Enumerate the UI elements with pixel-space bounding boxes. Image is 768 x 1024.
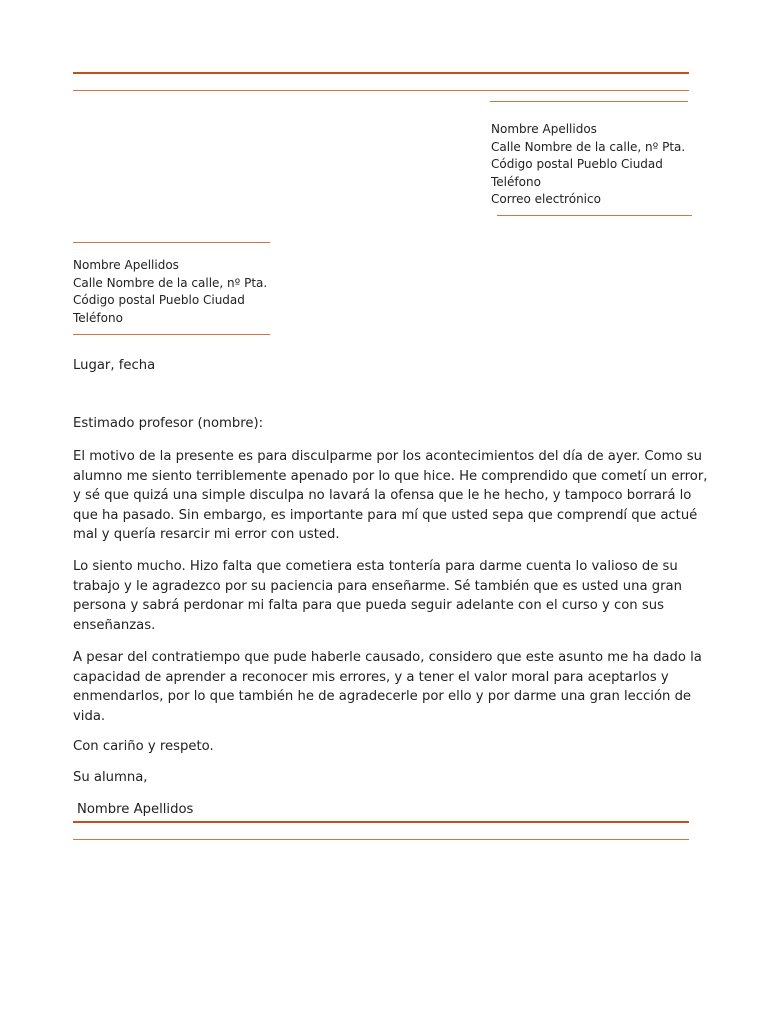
footer-top-rule <box>73 821 689 823</box>
recipient-name: Nombre Apellidos <box>73 258 179 272</box>
sender-phone: Teléfono <box>491 174 541 189</box>
sender-name: Nombre Apellidos <box>491 122 597 136</box>
closing: Con cariño y respeto. <box>73 739 214 754</box>
signature-name: Nombre Apellidos <box>77 802 194 817</box>
recipient-top-rule <box>73 242 270 243</box>
footer-bottom-rule <box>73 839 689 840</box>
salutation: Estimado profesor (nombre): <box>73 416 264 431</box>
recipient-phone: Teléfono <box>73 310 123 325</box>
sender-email: Correo electrónico <box>491 192 601 206</box>
place-date: Lugar, fecha <box>73 358 156 373</box>
valediction: Su alumna, <box>73 770 148 785</box>
body-paragraph-3: A pesar del contratiempo que pude haberle causado, considero que este asunto me ha dado la capacidad de aprender a reconocer mis errores, y a tener el valor moral para aceptarlos y enmendarlos, por lo que también he de agradecerle por ello y por darme una gran lección de vida. <box>73 650 702 724</box>
sender-street: Calle Nombre de la calle, nº Pta. <box>491 139 686 154</box>
recipient-bottom-rule <box>73 334 270 335</box>
sender-city: Código postal Pueblo Ciudad <box>491 157 663 171</box>
recipient-street: Calle Nombre de la calle, nº Pta. <box>73 275 268 290</box>
recipient-address-block <box>73 257 267 327</box>
header-top-rule <box>73 72 689 74</box>
body-paragraph-1: El motivo de la presente es para disculparme por los acontecimientos del día de ayer. Como su alumno me siento terriblemente apenado por lo que hice. He comprendido que cometí un error, y sé que quizá una simple disculpa no lavará la ofensa que le he hecho, y tampoco borrará lo que ha pasado. Sin embargo, es importante para mí que usted sepa que comprendí que actué mal y quería resarcir mi error con usted. <box>73 449 708 542</box>
recipient-city: Código postal Pueblo Ciudad <box>73 293 245 307</box>
sender-bottom-rule <box>497 215 692 216</box>
sender-top-rule <box>490 101 688 102</box>
sender-address-block <box>491 121 685 209</box>
body-paragraph-2: Lo siento mucho. Hizo falta que cometiera esta tontería para darme cuenta lo valioso de su trabajo y le agradezco por su paciencia para enseñarme. Sé también que es usted una gran persona y sabrá perdonar mi falta para que pueda seguir adelante con el curso y con sus enseñanzas. <box>73 559 682 633</box>
header-bottom-rule <box>73 90 689 91</box>
